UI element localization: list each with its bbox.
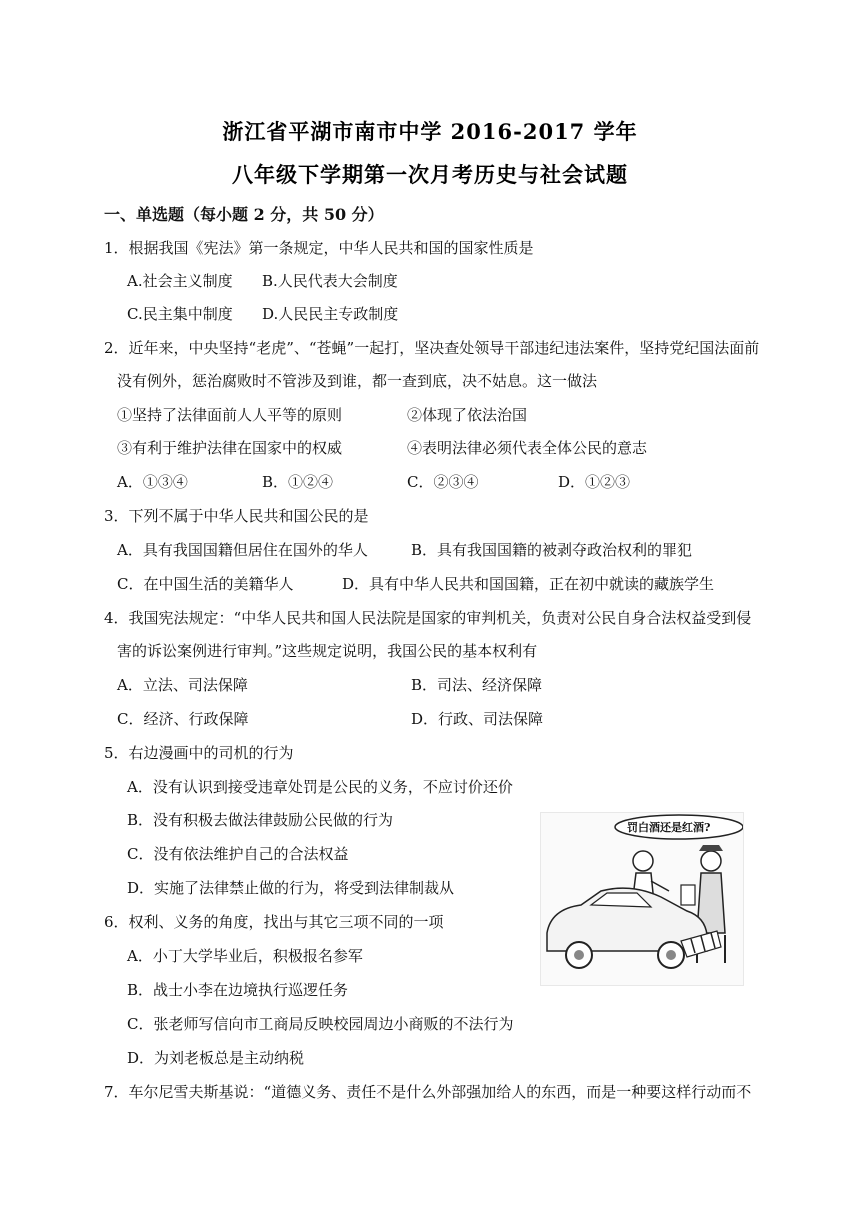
- q5-option-c: C．没有依法维护自己的合法权益: [127, 845, 349, 863]
- q2-option-b: B．①②④: [262, 473, 334, 491]
- q2-stem-line2: 没有例外，惩治腐败时不管涉及到谁，都一查到底，决不姑息。这一做法: [117, 372, 598, 390]
- q6-option-c: C．张老师写信向市工商局反映校园周边小商贩的不法行为: [127, 1015, 514, 1033]
- q2-option-d: D．①②③: [558, 473, 631, 491]
- q4-option-a: A．立法、司法保障: [117, 676, 248, 694]
- q4-option-c: C．经济、行政保障: [117, 710, 249, 728]
- q5-stem: 5．右边漫画中的司机的行为: [104, 744, 294, 762]
- q7-stem: 7．车尔尼雪夫斯基说：“道德义务、责任不是什么外部强加给人的东西，而是一种要这样行动而不: [104, 1083, 752, 1101]
- q1-option-d: D.人民民主专政制度: [262, 305, 399, 323]
- cartoon-caption: 罚白酒还是红酒?: [627, 821, 711, 834]
- q3-option-d: D．具有中华人民共和国国籍，正在初中就读的藏族学生: [342, 575, 715, 593]
- q5-option-d: D．实施了法律禁止做的行为，将受到法律制裁从: [127, 879, 455, 897]
- q3-option-c: C．在中国生活的美籍华人: [117, 575, 294, 593]
- q3-option-a: A．具有我国国籍但居住在国外的华人: [117, 541, 368, 559]
- q2-stem-line1: 2．近年来，中央坚持“老虎”、“苍蝇”一起打，坚决查处领导干部违纪违法案件，坚持党纪国法面前: [104, 339, 760, 357]
- q5-option-a: A．没有认识到接受违章处罚是公民的义务，不应讨价还价: [127, 778, 513, 796]
- q6-option-d: D．为刘老板总是主动纳税: [127, 1049, 305, 1067]
- section-heading: 一、单选题（每小题 2 分，共 50 分）: [104, 205, 384, 224]
- q1-option-a: A.社会主义制度: [127, 272, 233, 290]
- q3-stem: 3．下列不属于中华人民共和国公民的是: [104, 507, 369, 525]
- q4-stem-line2: 害的诉讼案例进行审判。”这些规定说明，我国公民的基本权利有: [117, 642, 538, 660]
- q4-option-b: B．司法、经济保障: [411, 676, 543, 694]
- q6-option-a: A．小丁大学毕业后，积极报名参军: [127, 947, 363, 965]
- q2-statement-4: ④表明法律必须代表全体公民的意志: [407, 439, 648, 457]
- q5-option-b: B．没有积极去做法律鼓励公民做的行为: [127, 811, 394, 829]
- q2-statement-2: ②体现了依法治国: [407, 406, 528, 424]
- q2-option-c: C．②③④: [407, 473, 479, 491]
- q2-option-a: A．①③④: [117, 473, 188, 491]
- cartoon-drawing: [541, 813, 743, 985]
- q4-option-d: D．行政、司法保障: [411, 710, 544, 728]
- q1-stem: 1．根据我国《宪法》第一条规定，中华人民共和国的国家性质是: [104, 239, 534, 257]
- cartoon-illustration: [540, 812, 744, 986]
- exam-title-line2: 八年级下学期第一次月考历史与社会试题: [232, 162, 628, 187]
- q2-statement-1: ①坚持了法律面前人人平等的原则: [117, 406, 343, 424]
- q1-option-c: C.民主集中制度: [127, 305, 233, 323]
- q4-stem-line1: 4．我国宪法规定：“中华人民共和国人民法院是国家的审判机关，负责对公民自身合法权益受到侵: [104, 609, 752, 627]
- q1-option-b: B.人民代表大会制度: [262, 272, 398, 290]
- exam-title-line1: 浙江省平湖市南市中学 2016-2017 学年: [222, 119, 638, 144]
- q3-option-b: B．具有我国国籍的被剥夺政治权利的罪犯: [411, 541, 693, 559]
- q6-stem: 6．权利、义务的角度，找出与其它三项不同的一项: [104, 913, 444, 931]
- q6-option-b: B．战士小李在边境执行巡逻任务: [127, 981, 349, 999]
- q2-statement-3: ③有利于维护法律在国家中的权威: [117, 439, 343, 457]
